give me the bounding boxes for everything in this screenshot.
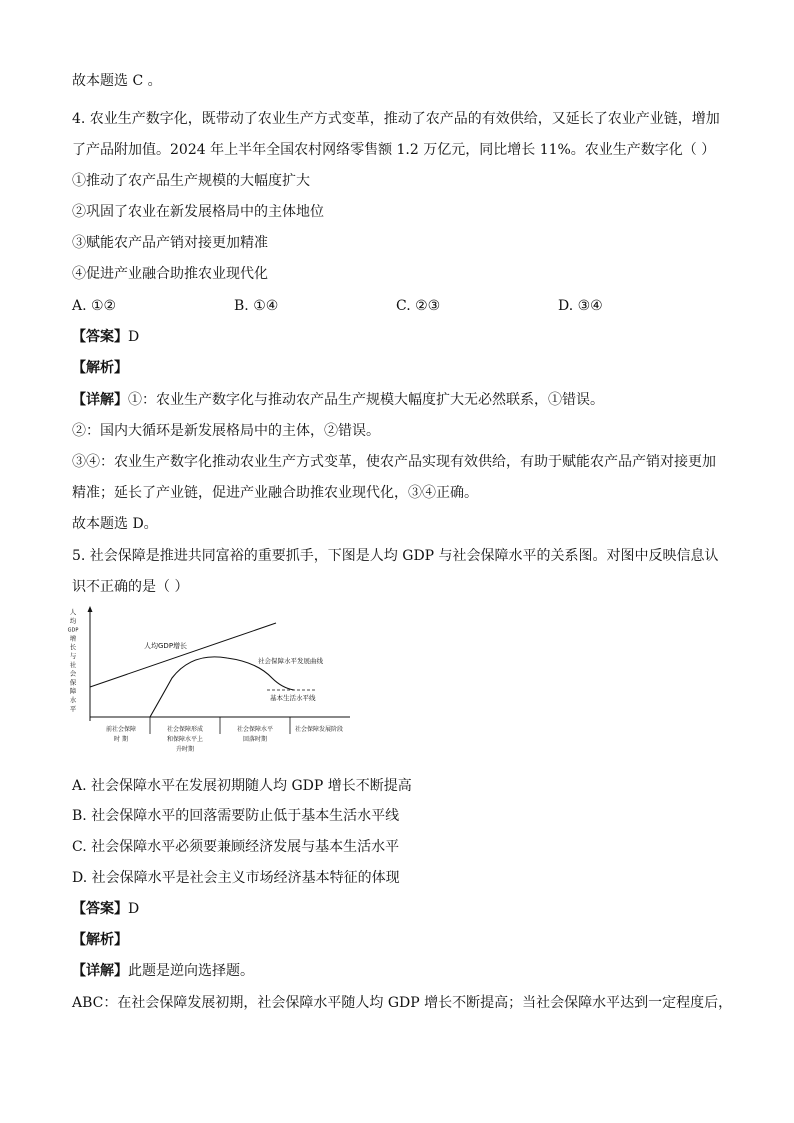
gdp-growth-label: 人均GDP增长 <box>144 642 188 650</box>
q5-stem-line-2: 识不正确的是（ ） <box>72 579 189 595</box>
q4-detail-line-2: ②：国内大循环是新发展格局中的主体，②错误。 <box>72 423 380 439</box>
answer-tag: 【答案】 <box>72 901 128 917</box>
q5-analysis-tag: 【解析】 <box>72 932 128 948</box>
q4-stem-line-2: 了产品附加值。2024 年上半年全国农村网络零售额 1.2 万亿元，同比增长 11%。农业生产数字化（ ） <box>72 142 716 158</box>
y-axis-label <box>68 607 79 713</box>
q5-option-d[interactable]: D. 社会保障水平是社会主义市场经济基本特征的体现 <box>72 870 400 886</box>
q5-option-b[interactable]: B. 社会保障水平的回落需要防止低于基本生活水平线 <box>72 808 400 824</box>
y-axis-label-char: 长 <box>69 643 77 652</box>
q5-option-a[interactable]: A. 社会保障水平在发展初期随人均 GDP 增长不断提高 <box>72 778 412 794</box>
y-axis-label-char: 平 <box>69 704 77 713</box>
previous-answer-conclusion: 故本题选 C 。 <box>72 73 162 89</box>
detail-tag: 【详解】 <box>72 963 128 979</box>
y-axis-label-char: 人 <box>69 608 77 616</box>
stage-2-label-line-2: 和保障水平上 <box>166 736 204 743</box>
stage-1-label-line-2: 时 期 <box>114 736 128 743</box>
x-axis-label: 社会保障发展阶段 <box>295 726 344 733</box>
y-axis-label-char: 社 <box>69 660 77 669</box>
y-axis-arrow <box>88 606 93 612</box>
q4-conclusion: 故本题选 D。 <box>72 516 158 532</box>
q4-option-b[interactable]: B. ①④ <box>234 298 279 314</box>
gdp-growth-line <box>90 623 276 687</box>
q4-detail-line-3: ③④：农业生产数字化推动农业生产方式变革，使农产品实现有效供给，有助于赋能农产品产销对接更加 <box>72 454 716 470</box>
q4-detail-line-4: 精准；延长了产业链，促进产业融合助推农业现代化，③④正确。 <box>72 485 478 501</box>
y-axis-label-char: 均 <box>69 616 77 625</box>
y-axis-label-char: 保 <box>69 678 77 687</box>
q4-statement-4: ④促进产业融合助推农业现代化 <box>72 266 268 282</box>
basic-living-label: 基本生活水平线 <box>270 694 316 702</box>
q5-stem-line-1: 5. 社会保障是推进共同富裕的重要抓手，下图是人均 GDP 与社会保障水平的关系图。对图中反映信息认 <box>72 548 719 564</box>
q5-option-c[interactable]: C. 社会保障水平必须要兼顾经济发展与基本生活水平 <box>72 839 400 855</box>
q5-detail-line-1 <box>72 961 254 981</box>
q4-statement-3: ③赋能农产品产销对接更加精准 <box>72 235 268 251</box>
q4-option-a[interactable]: A. ①② <box>72 298 117 314</box>
stage-3-label-line-2: 回落时期 <box>242 736 268 743</box>
y-axis-label-char: 增 <box>69 634 77 643</box>
q4-option-c[interactable]: C. ②③ <box>396 298 441 314</box>
social-security-curve <box>150 657 294 717</box>
q4-answer <box>72 327 139 347</box>
answer-value: D <box>128 329 140 345</box>
q4-stem-line-1: 4. 农业生产数字化，既带动了农业生产方式变革，推动了农产品的有效供给，又延长了农业产业链，增加 <box>72 111 720 127</box>
q4-statement-2: ②巩固了农业在新发展格局中的主体地位 <box>72 204 324 220</box>
q4-statement-1: ①推动了农产品生产规模的大幅度扩大 <box>72 173 310 189</box>
answer-tag: 【答案】 <box>72 329 128 345</box>
q5-answer <box>72 899 139 919</box>
y-axis-label-char: 与 <box>69 652 77 660</box>
stage-2-label-line-1: 社会保障形成 <box>166 726 204 733</box>
q4-analysis-tag: 【解析】 <box>72 360 128 376</box>
answer-value: D <box>128 901 140 917</box>
y-axis-label-char: 会 <box>69 669 77 678</box>
stage-2-label-line-3: 升时期 <box>175 746 195 753</box>
y-axis-label-char: 障 <box>69 687 77 696</box>
q4-options <box>72 296 732 316</box>
social-security-gdp-diagram <box>62 606 352 758</box>
stage-3-label-line-1: 社会保障水平 <box>236 726 274 733</box>
q4-option-d[interactable]: D. ③④ <box>558 298 603 314</box>
curve-label: 社会保障水平发展曲线 <box>258 657 323 665</box>
q4-detail-line-1 <box>72 390 604 410</box>
y-axis-label-char: GDP <box>67 627 79 634</box>
q5-detail-line-2: ABC：在社会保障发展初期，社会保障水平随人均 GDP 增长不断提高；当社会保障水平达到一定程度后， <box>72 995 733 1011</box>
y-axis-label-char: 水 <box>69 696 77 704</box>
detail-text: ①：农业生产数字化与推动农产品生产规模大幅度扩大无必然联系，①错误。 <box>128 392 604 408</box>
detail-tag: 【详解】 <box>72 392 128 408</box>
detail-text: 此题是逆向选择题。 <box>128 963 254 979</box>
stage-1-label-line-1: 前社会保障 <box>105 726 137 733</box>
